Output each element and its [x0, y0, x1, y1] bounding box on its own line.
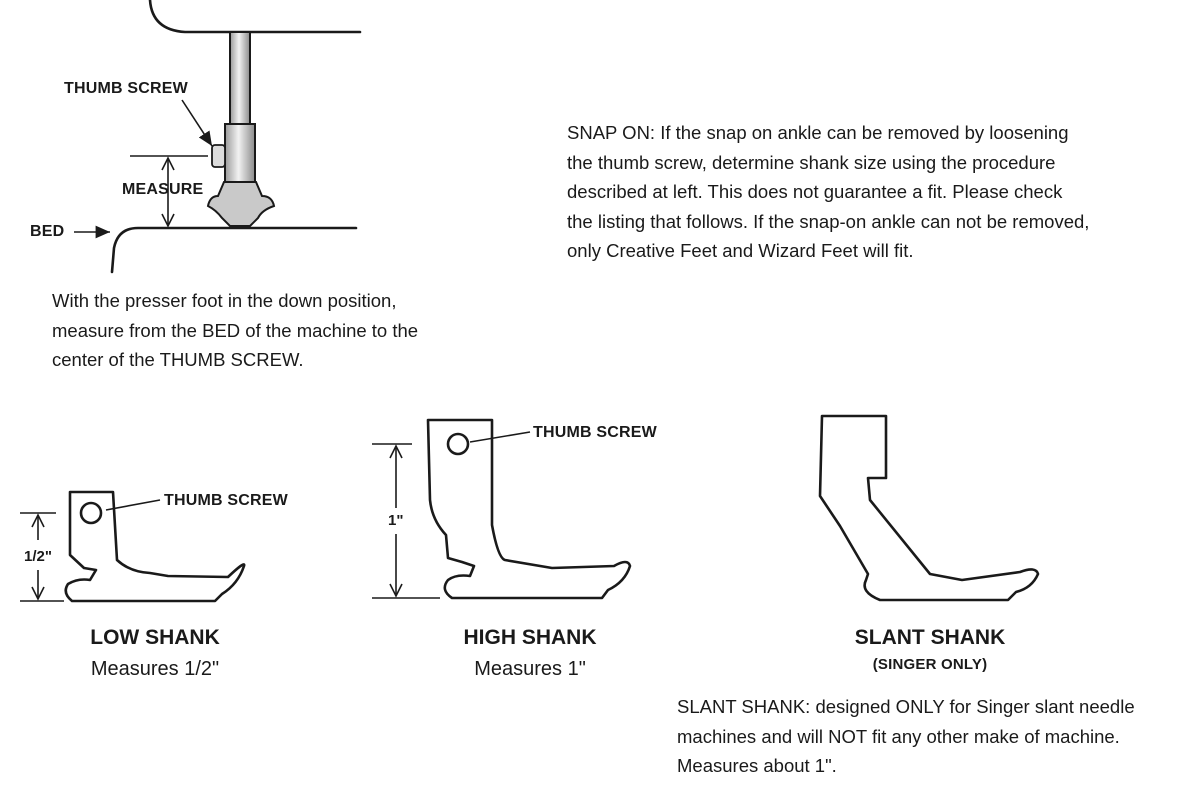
- machine-bed-outline: [112, 228, 356, 272]
- machine-illustration: [74, 0, 360, 272]
- measure-instruction: [52, 286, 418, 375]
- high-shank-screw-hole: [448, 434, 468, 454]
- snap-on-line: the listing that follows. If the snap-on ankle can not be removed,: [567, 210, 1090, 232]
- thumb-screw-knob: [212, 145, 225, 167]
- presser-foot: [208, 182, 274, 226]
- low-shank-subtitle: Measures 1/2": [90, 658, 220, 680]
- presser-bar: [230, 32, 250, 124]
- slant-note-line: SLANT SHANK: designed ONLY for Singer slant needle: [677, 696, 1135, 717]
- machine-head-outline: [150, 0, 360, 32]
- high-shank-subtitle: Measures 1": [474, 658, 586, 680]
- thumb-screw-leader-top: [182, 100, 212, 146]
- low-shank-title: LOW SHANK: [90, 626, 220, 649]
- snap-on-line: the thumb screw, determine shank size using the procedure: [567, 151, 1056, 173]
- measure-label: MEASURE: [122, 181, 204, 198]
- slant-shank-note: [677, 692, 1135, 781]
- slant-shank-foot: [820, 416, 1038, 600]
- snap-on-line: only Creative Feet and Wizard Feet will fit.: [567, 240, 914, 261]
- low-shank-thumb-screw-label: THUMB SCREW: [164, 492, 288, 509]
- snap-on-line: SNAP ON: If the snap on ankle can be removed by loosening: [567, 122, 1069, 143]
- slant-shank-subtitle: (SINGER ONLY): [872, 656, 988, 673]
- slant-note-line: Measures about 1".: [677, 755, 837, 776]
- instruction-line: center of the THUMB SCREW.: [52, 349, 304, 370]
- snap-on-paragraph: [567, 118, 1089, 266]
- high-shank-dimension-label: 1": [388, 512, 404, 529]
- low-shank-dimension-label: 1/2": [24, 548, 52, 565]
- slant-note-line: machines and will NOT fit any other make of machine.: [677, 725, 1120, 747]
- high-shank-title: HIGH SHANK: [463, 626, 597, 649]
- low-shank-screw-hole: [81, 503, 101, 523]
- instruction-line: measure from the BED of the machine to the: [52, 319, 419, 341]
- bed-label: BED: [30, 223, 65, 240]
- instruction-line: With the presser foot in the down position,: [52, 290, 397, 311]
- snap-on-line: described at left. This does not guarantee a fit. Please check: [567, 181, 1063, 202]
- thumb-screw-label-top: THUMB SCREW: [64, 80, 188, 97]
- slant-shank-title: SLANT SHANK: [854, 626, 1006, 649]
- high-shank-thumb-screw-label: THUMB SCREW: [533, 424, 657, 441]
- high-shank-foot: [372, 420, 630, 598]
- needle-clamp: [225, 124, 255, 182]
